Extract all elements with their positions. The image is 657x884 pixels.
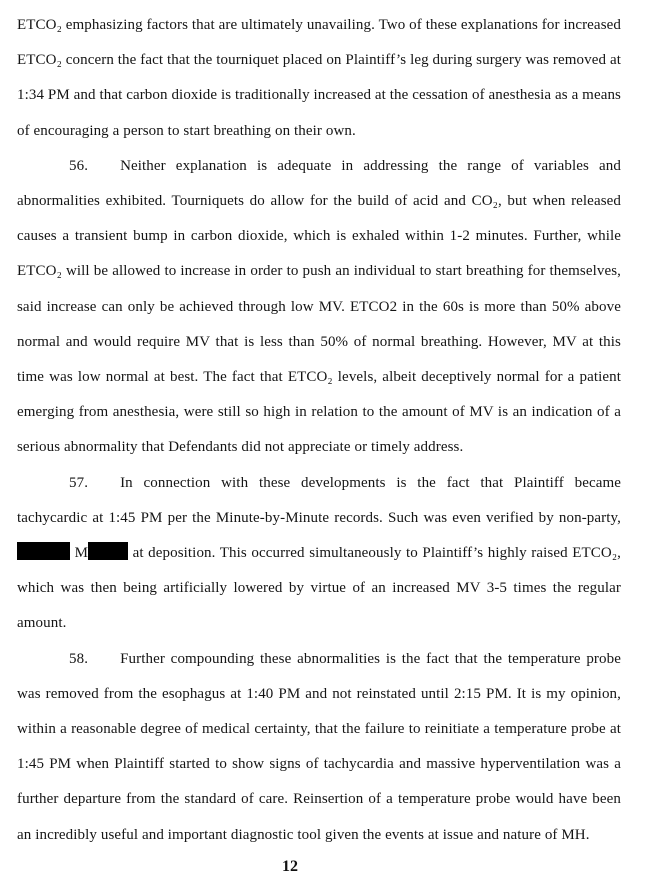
paragraph-number: 58. [69, 650, 89, 667]
paragraph-text-segment: M [74, 545, 88, 562]
paragraph-number: 56. [69, 157, 89, 174]
paragraph-57 [17, 466, 621, 642]
paragraph-58 [17, 642, 621, 853]
redaction-bar [88, 542, 128, 560]
paragraph-text-segment: at deposition. This occurred simultaneously to Plaintiff’s highly raised ETCO₂, which was then being artificially lowered by virtue of an increased MV 3-5 times the regular amount. [17, 545, 621, 632]
paragraph-number: 57. [69, 474, 89, 491]
paragraph-text: Further compounding these abnormalities is the fact that the temperature probe was removed from the esophagus at 1:40 PM and not reinstated until 2:15 PM. It is my opinion, within a reasonable degree of medical certainty, that the failure to reinitiate a temperature probe at 1:45 PM when Plaintiff started to show signs of tachycardia and massive hyperventilation was a further departure from the standard of care. Reinsertion of a temperature probe would have been an incredibly useful and important diagnostic tool given the events at issue and nature of MH. [17, 650, 621, 843]
paragraph-text: Neither explanation is adequate in addressing the range of variables and abnormalities exhibited. Tourniquets do allow for the build of acid and CO₂, but when released causes a transient bump in carbon dioxide, which is exhaled within 1-2 minutes. Further, while ETCO₂ will be allowed to increase in order to push an individual to start breathing for themselves, said increase can only be achieved through low MV. ETCO2 in the 60s is more than 50% above normal and would require MV that is less than 50% of normal breathing. However, MV at this time was low normal at best. The fact that ETCO₂ levels, albeit deceptively normal for a patient emerging from anesthesia, were still so high in relation to the amount of MV is an indication of a serious abnormality that Defendants did not appreciate or timely address. [17, 157, 621, 456]
redaction-bar [17, 542, 70, 560]
paragraph-text-segment: In connection with these developments is the fact that Plaintiff became tachycardic at 1:45 PM per the Minute-by-Minute records. Such was even verified by non-party, [17, 474, 621, 526]
page-number: 12 [282, 857, 298, 875]
paragraph-continuation: ETCO₂ emphasizing factors that are ultimately unavailing. Two of these explanations for increased ETCO₂ concern the fact that the tourniquet placed on Plaintiff’s leg during surgery was removed at 1:34 PM and that carbon dioxide is traditionally increased at the cessation of anesthesia as a means of encouraging a person to start breathing on their own. [17, 17, 621, 139]
paragraph-56 [17, 149, 621, 466]
